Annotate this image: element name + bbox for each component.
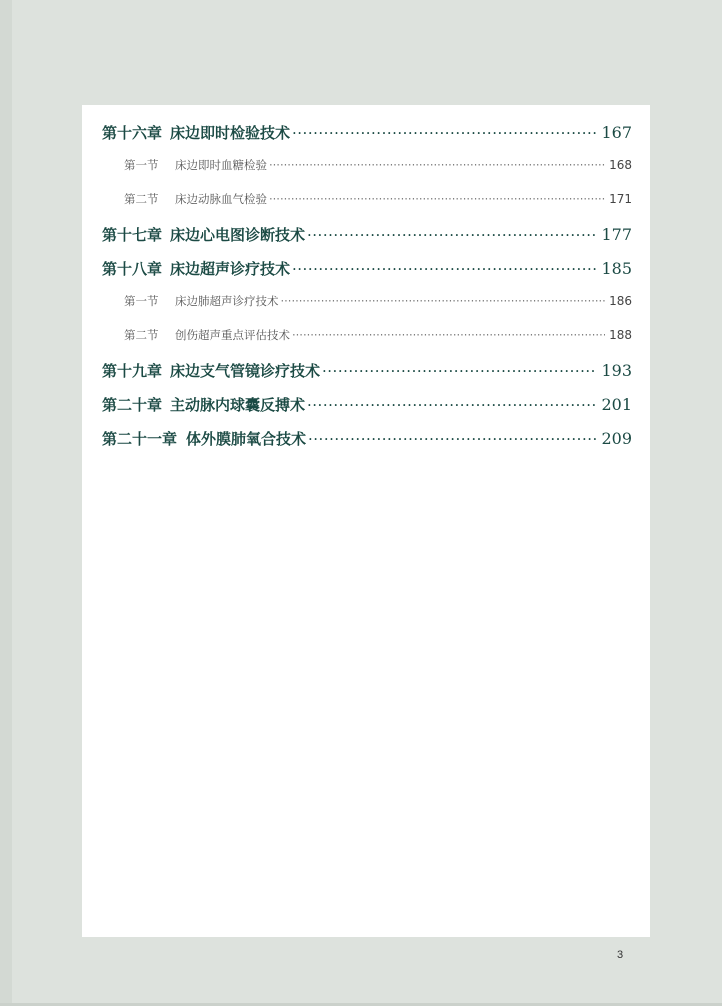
page-number: 167 [601, 123, 632, 142]
toc-chapter-21[interactable] [102, 428, 632, 449]
page-number: 201 [601, 395, 632, 414]
page-number: 185 [601, 259, 632, 278]
chapter-number: 第十八章 [102, 260, 163, 278]
chapter-number: 第十七章 [102, 226, 163, 244]
section-title: 创伤超声重点评估技术 [175, 328, 290, 342]
folio-page-number: 3 [616, 949, 624, 961]
chapter-title: 体外膜肺氧合技术 [186, 430, 307, 448]
toc-chapter-19[interactable] [102, 360, 632, 381]
toc-chapter-18[interactable] [102, 258, 632, 279]
section-title: 床边动脉血气检验 [175, 192, 267, 206]
toc-section-18-2[interactable] [124, 327, 632, 343]
chapter-number: 第二十一章 [102, 430, 178, 448]
page-edge-strip [0, 0, 12, 1006]
section-number: 第一节 [124, 294, 159, 308]
dot-leader [281, 294, 606, 308]
chapter-title: 主动脉内球囊反搏术 [170, 396, 306, 414]
page-number: 186 [609, 294, 632, 308]
page-number: 188 [609, 328, 632, 342]
dot-leader [307, 226, 597, 244]
dot-leader [322, 362, 597, 380]
page-number: 177 [601, 225, 632, 244]
page-number: 168 [609, 158, 632, 172]
section-number: 第二节 [124, 328, 159, 342]
section-title: 床边肺超声诊疗技术 [175, 294, 279, 308]
toc-sheet [82, 105, 650, 937]
page-number: 193 [601, 361, 632, 380]
toc-section-16-1[interactable] [124, 157, 632, 173]
dot-leader [292, 328, 605, 342]
chapter-title: 床边即时检验技术 [170, 124, 291, 142]
section-number: 第二节 [124, 192, 159, 206]
dot-leader [308, 430, 597, 448]
toc-chapter-17[interactable] [102, 224, 632, 245]
toc-section-16-2[interactable] [124, 191, 632, 207]
page-number: 209 [601, 429, 632, 448]
toc-section-18-1[interactable] [124, 293, 632, 309]
dot-leader [292, 260, 597, 278]
dot-leader [307, 396, 597, 414]
section-title: 床边即时血糖检验 [175, 158, 267, 172]
toc-chapter-20[interactable] [102, 394, 632, 415]
chapter-number: 第十九章 [102, 362, 163, 380]
dot-leader [292, 124, 597, 142]
page-number: 171 [609, 192, 632, 206]
chapter-title: 床边超声诊疗技术 [170, 260, 291, 278]
chapter-number: 第二十章 [102, 396, 163, 414]
chapter-title: 床边支气管镜诊疗技术 [170, 362, 321, 380]
dot-leader [269, 192, 605, 206]
section-number: 第一节 [124, 158, 159, 172]
chapter-number: 第十六章 [102, 124, 163, 142]
chapter-title: 床边心电图诊断技术 [170, 226, 306, 244]
toc-chapter-16[interactable] [102, 122, 632, 143]
dot-leader [269, 158, 605, 172]
